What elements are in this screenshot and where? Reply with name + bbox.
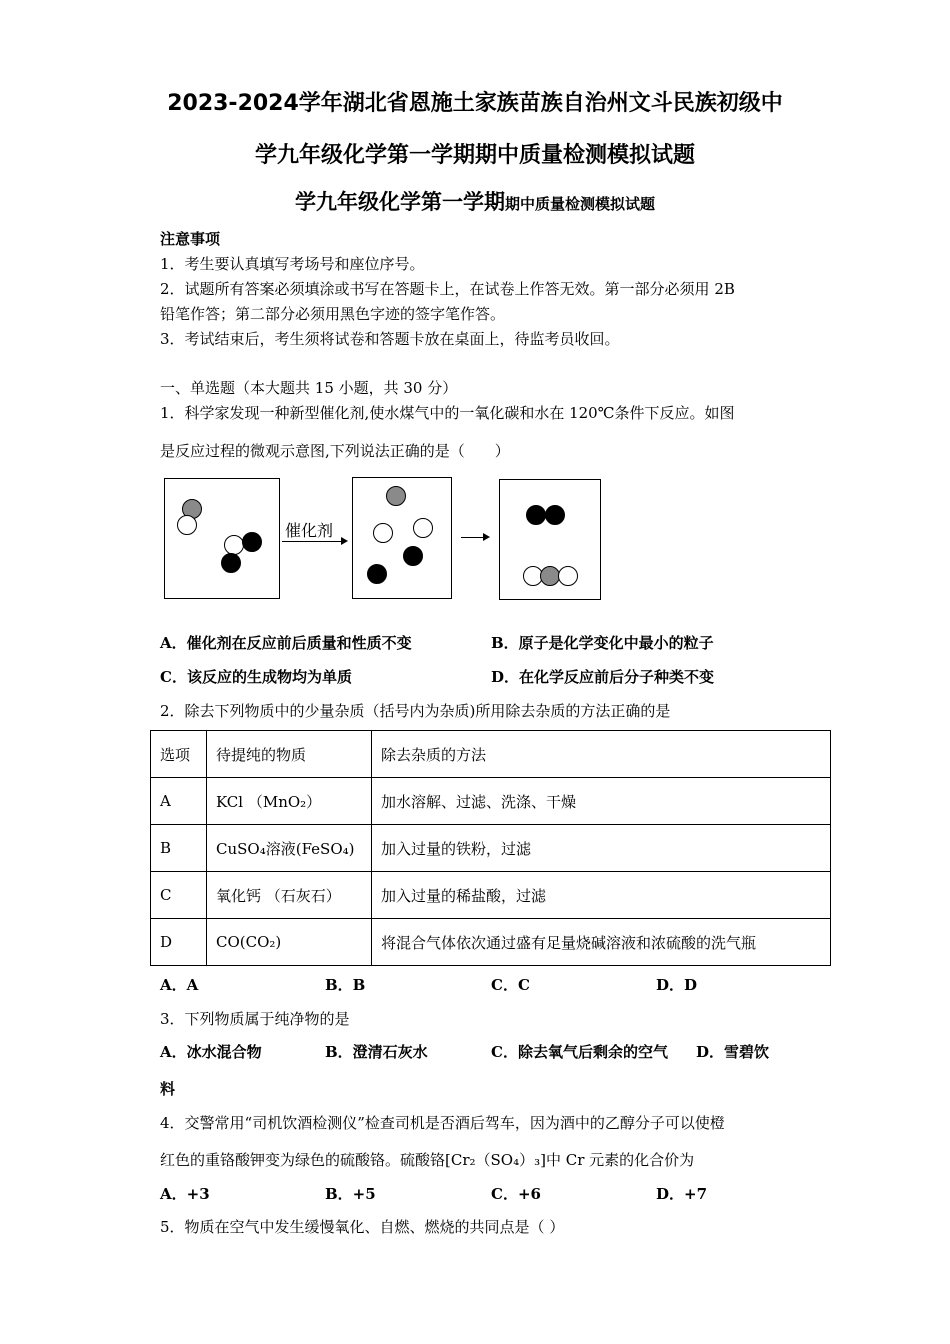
table-row xyxy=(151,919,831,966)
table-cell: CO(CO₂) xyxy=(207,919,372,966)
arrow-head xyxy=(483,533,490,541)
table-cell: D xyxy=(151,919,207,966)
white-atom xyxy=(558,566,578,586)
black-atom xyxy=(242,532,262,552)
table-cell: 氧化钙 （石灰石） xyxy=(207,872,372,919)
table-header-row xyxy=(151,731,831,778)
arrow-line xyxy=(461,537,484,538)
notice-item-3: 3．考试结束后，考生须将试卷和答题卡放在桌面上，待监考员收回。 xyxy=(160,330,620,348)
table-cell: 加入过量的稀盐酸，过滤 xyxy=(372,872,831,919)
intermediate-box xyxy=(352,477,452,599)
q2-stem: 2．除去下列物质中的少量杂质（括号内为杂质)所用除去杂质的方法正确的是 xyxy=(160,702,671,720)
table-cell: 加水溶解、过滤、洗涤、干燥 xyxy=(372,778,831,825)
table-cell: CuSO₄溶液(FeSO₄) xyxy=(207,825,372,872)
q2-option-d[interactable]: D．D xyxy=(656,976,698,994)
q1-stem-line2: 是反应过程的微观示意图,下列说法正确的是（ ） xyxy=(160,442,510,460)
product-box xyxy=(499,479,601,600)
table-cell: B xyxy=(151,825,207,872)
section-heading: 一、单选题（本大题共 15 小题，共 30 分） xyxy=(160,379,458,397)
q3-option-d[interactable]: D．雪碧饮 xyxy=(696,1043,770,1061)
white-atom xyxy=(373,523,393,543)
table-cell: A xyxy=(151,778,207,825)
notice-item-1: 1．考生要认真填写考场号和座位序号。 xyxy=(160,255,425,273)
notice-heading: 注意事项 xyxy=(160,230,221,248)
white-atom xyxy=(413,518,433,538)
q1-stem-line1: 1．科学家发现一种新型催化剂,使水煤气中的一氧化碳和水在 120℃条件下反应。如图 xyxy=(160,404,735,422)
q3-option-a[interactable]: A．冰水混合物 xyxy=(160,1043,262,1061)
q1-option-a[interactable]: A．催化剂在反应前后质量和性质不变 xyxy=(160,634,412,652)
subtitle-big: 学九年级化学第一学期 xyxy=(294,190,505,214)
black-atom xyxy=(367,564,387,584)
exam-title-line1: 2023-2024学年湖北省恩施土家族苗族自治州文斗民族初级中 xyxy=(167,91,783,116)
q4-stem-line2: 红色的重铬酸钾变为绿色的硫酸铬。硫酸铬[Cr₂（SO₄）₃]中 Cr 元素的化合价为 xyxy=(160,1151,695,1169)
q1-option-c[interactable]: C．该反应的生成物均为单质 xyxy=(160,668,352,686)
notice-item-2-line1: 2．试题所有答案必须填涂或书写在答题卡上，在试卷上作答无效。第一部分必须用 2B xyxy=(160,280,735,298)
q1-option-b[interactable]: B．原子是化学变化中最小的粒子 xyxy=(491,634,714,652)
black-atom xyxy=(403,546,423,566)
table-row xyxy=(151,872,831,919)
table-header: 除去杂质的方法 xyxy=(372,731,831,778)
black-atom xyxy=(221,553,241,573)
arrow-head xyxy=(341,537,348,545)
black-atom xyxy=(545,505,565,525)
grey-atom xyxy=(540,566,560,586)
impurity-table xyxy=(150,730,831,966)
black-atom xyxy=(526,505,546,525)
q4-stem-line1: 4．交警常用“司机饮酒检测仪”检查司机是否酒后驾车，因为酒中的乙醇分子可以使橙 xyxy=(160,1114,725,1132)
subtitle-small: 期中质量检测模拟试题 xyxy=(504,195,655,213)
q4-option-c[interactable]: C．+6 xyxy=(491,1185,541,1203)
q3-option-c[interactable]: C．除去氧气后剩余的空气 xyxy=(491,1043,668,1061)
table-header: 待提纯的物质 xyxy=(207,731,372,778)
q4-option-a[interactable]: A．+3 xyxy=(160,1185,210,1203)
q4-option-d[interactable]: D．+7 xyxy=(656,1185,708,1203)
exam-subtitle xyxy=(0,186,950,216)
notice-item-2-line2: 铅笔作答；第二部分必须用黑色字迹的签字笔作答。 xyxy=(160,305,506,323)
table-cell: KCl （MnO₂） xyxy=(207,778,372,825)
q1-option-d[interactable]: D．在化学反应前后分子种类不变 xyxy=(491,668,715,686)
arrow-line xyxy=(282,541,342,542)
q4-option-b[interactable]: B．+5 xyxy=(325,1185,376,1203)
table-cell: 将混合气体依次通过盛有足量烧碱溶液和浓硫酸的洗气瓶 xyxy=(372,919,831,966)
q2-option-a[interactable]: A．A xyxy=(160,976,199,994)
reactant-box xyxy=(164,478,280,599)
grey-atom xyxy=(386,486,406,506)
catalyst-label: 催化剂 xyxy=(285,521,334,540)
q5-stem: 5．物质在空气中发生缓慢氧化、自燃、燃烧的共同点是（ ） xyxy=(160,1218,565,1236)
q2-option-c[interactable]: C．C xyxy=(491,976,530,994)
q2-option-b[interactable]: B．B xyxy=(325,976,366,994)
table-header: 选项 xyxy=(151,731,207,778)
exam-title-line2: 学九年级化学第一学期期中质量检测模拟试题 xyxy=(254,143,695,168)
table-cell: C xyxy=(151,872,207,919)
table-row xyxy=(151,825,831,872)
white-atom xyxy=(224,535,244,555)
q3-option-b[interactable]: B．澄清石灰水 xyxy=(325,1043,428,1061)
q3-option-d-wrap: 料 xyxy=(160,1080,176,1098)
table-row xyxy=(151,778,831,825)
white-atom xyxy=(177,515,197,535)
table-cell: 加入过量的铁粉，过滤 xyxy=(372,825,831,872)
q3-stem: 3．下列物质属于纯净物的是 xyxy=(160,1010,350,1028)
